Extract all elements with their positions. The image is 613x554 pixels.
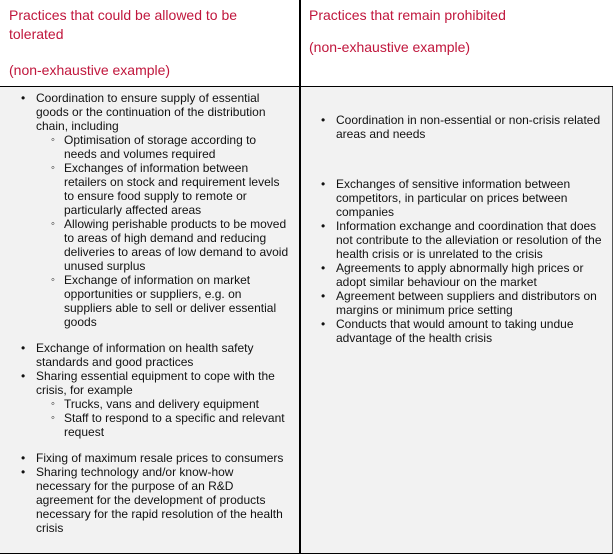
list-item <box>36 91 291 329</box>
list-item: • Information exchange and coordination that does not contribute to the alleviation or resolution of the health crisis or is unrelated to the crisis <box>336 219 608 261</box>
list-item: • Fixing of maximum resale prices to consumers <box>36 451 291 465</box>
list-item: • Sharing technology and/or know-how necessary for the purpose of an R&D agreement for the development of products necessary for the rapid resolution of the health crisis <box>36 465 291 535</box>
sub-list-item: ◦ Exchanges of information between retailers on stock and requirement levels to ensure food supply to remote or particularly affected areas <box>64 161 290 217</box>
header-allowed-title: Practices that could be allowed to be tolerated <box>9 7 238 42</box>
sub-list-item: ◦ Trucks, vans and delivery equipment <box>64 397 290 411</box>
list-item: • Coordination in non-essential or non-crisis related areas and needs <box>336 113 608 141</box>
sub-list-item: ◦ Staff to respond to a specific and relevant request <box>64 411 290 439</box>
prohibited-practices-list <box>336 113 608 345</box>
allowed-practices-cell <box>0 87 299 553</box>
sub-list-item: ◦ Optimisation of storage according to needs and volumes required <box>64 133 290 161</box>
list-item-text: Coordination to ensure supply of essential goods or the continuation of the distribution chain, including <box>36 91 266 133</box>
list-item: • Exchange of information on health safety standards and good practices <box>36 341 291 369</box>
header-divider <box>0 86 613 87</box>
sub-list <box>64 397 290 439</box>
header-prohibited-subtitle: (non-exhaustive example) <box>309 39 471 55</box>
header-prohibited <box>300 0 613 87</box>
list-item: • Agreement between suppliers and distributors on margins or minimum price setting <box>336 289 608 317</box>
column-divider <box>299 0 301 554</box>
list-item-text: Sharing essential equipment to cope with the crisis, for example <box>36 369 275 397</box>
header-allowed <box>0 0 299 87</box>
allowed-practices-list <box>36 91 291 535</box>
list-item: • Agreements to apply abnormally high prices or adopt similar behaviour on the market <box>336 261 608 289</box>
header-prohibited-title: Practices that remain prohibited <box>309 7 506 23</box>
header-allowed-subtitle: (non-exhaustive example) <box>9 62 171 78</box>
list-item: • Exchanges of sensitive information between competitors, in particular on prices between companies <box>336 177 608 219</box>
sub-list <box>64 133 290 329</box>
sub-list-item: ◦ Allowing perishable products to be moved to areas of high demand and reducing deliveries to areas of low demand to avoid unused surplus <box>64 217 290 273</box>
list-item <box>36 369 291 439</box>
prohibited-practices-cell <box>301 87 612 553</box>
sub-list-item: ◦ Exchange of information on market opportunities or suppliers, e.g. on suppliers able to sell or deliver essential goods <box>64 273 290 329</box>
list-item: • Conducts that would amount to taking undue advantage of the health crisis <box>336 317 608 345</box>
